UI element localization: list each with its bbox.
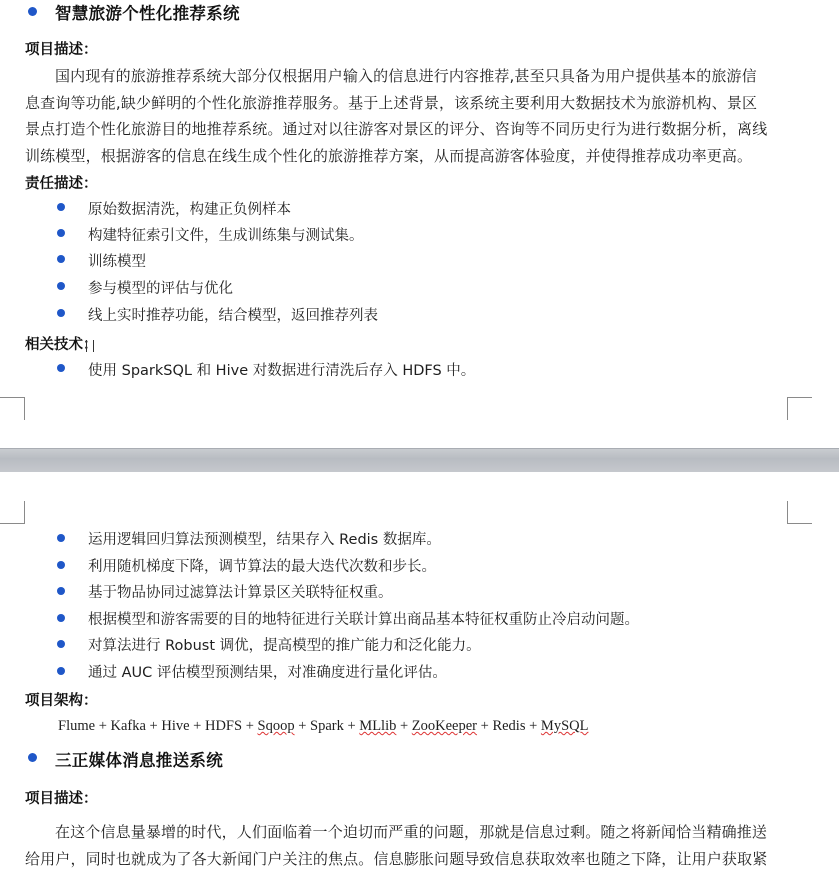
description-line-4[interactable]: 训练模型，根据游客的信息在线生成个性化的旅游推荐方案，从而提高游客体验度，并使得推荐成功率更高。 [25,147,753,165]
responsibility-item[interactable]: 构建特征索引文件，生成训练集与测试集。 [88,228,364,244]
bullet-icon [57,534,65,542]
related-tech-label[interactable]: 相关技术： [25,337,98,353]
responsibility-item[interactable]: 参与模型的评估与优化 [88,281,233,297]
bullet-icon [57,229,65,237]
tech-item[interactable]: 使用 SparkSQL 和 Hive 对数据进行清洗后存入 HDFS 中。 [88,363,476,379]
responsibility-item[interactable]: 线上实时推荐功能，结合模型，返回推荐列表 [88,308,378,324]
spellcheck-underlined-word[interactable]: MySQL [540,718,589,734]
page-margin-corner-bottom-left [0,397,25,420]
description-line-1[interactable]: 国内现有的旅游推荐系统大部分仅根据用户输入的信息进行内容推荐,甚至只具备为用户提供基本的旅游信 [55,67,757,85]
bullet-icon [57,255,65,263]
responsibility-label[interactable]: 责任描述： [25,176,98,192]
bullet-icon [57,614,65,622]
project-description-label[interactable]: 项目描述： [25,42,98,58]
tech-item[interactable]: 根据模型和游客需要的目的地特征进行关联计算出商品基本特征权重防止冷启动问题。 [88,612,639,628]
project-description-label[interactable]: 项目描述： [25,791,98,807]
responsibility-item[interactable]: 原始数据清洗，构建正负例样本 [88,202,291,218]
responsibility-item[interactable]: 训练模型 [88,254,146,270]
text-cursor-icon [86,340,94,352]
bullet-icon [57,309,65,317]
document-page-2 [0,472,839,877]
spellcheck-underlined-word[interactable]: Sqoop [257,718,295,734]
spellcheck-underlined-word[interactable]: ZooKeeper [411,718,478,734]
architecture-stack[interactable]: Flume + Kafka + Hive + HDFS + Sqoop + Spark + MLlib + ZooKeeper + Redis + MySQL [58,718,589,734]
bullet-icon [28,753,37,762]
spellcheck-underlined-word[interactable]: MLlib [359,718,397,734]
project-2-title[interactable]: 三正媒体消息推送系统 [55,751,223,770]
bullet-icon [57,587,65,595]
bullet-icon [57,282,65,290]
page-margin-corner-bottom-right [787,397,812,420]
description-line-3[interactable]: 景点打造个性化旅游目的地推荐系统。通过对以往游客对景区的评分、咨询等不同历史行为进行数据分析，离线 [25,120,768,138]
bullet-icon [57,667,65,675]
tech-item[interactable]: 对算法进行 Robust 调优，提高模型的推广能力和泛化能力。 [88,638,481,654]
tech-item[interactable]: 运用逻辑回归算法预测模型，结果存入 Redis 数据库。 [88,532,441,548]
page-margin-corner-top-right [787,501,812,524]
tech-item[interactable]: 基于物品协同过滤算法计算景区关联特征权重。 [88,585,393,601]
bullet-icon [57,364,65,372]
bullet-icon [57,561,65,569]
page-margin-corner-top-left [0,501,25,524]
bullet-icon [57,203,65,211]
tech-item[interactable]: 利用随机梯度下降，调节算法的最大迭代次数和步长。 [88,559,436,575]
bullet-icon [28,7,37,16]
architecture-label[interactable]: 项目架构： [25,693,98,709]
project-1-title[interactable]: 智慧旅游个性化推荐系统 [55,4,240,23]
tech-item[interactable]: 通过 AUC 评估模型预测结果，对准确度进行量化评估。 [88,665,447,681]
description-line-2[interactable]: 息查询等功能,缺少鲜明的个性化旅游推荐服务。基于上述背景，该系统主要利用大数据技术为旅游机构、景区 [25,94,758,112]
bullet-icon [57,640,65,648]
description-line-2[interactable]: 给用户，同时也就成为了各大新闻门户关注的焦点。信息膨胀问题导致信息获取效率也随之下降，让用户获取紧 [25,850,768,868]
page-separator [0,448,839,474]
description-line-1[interactable]: 在这个信息量暴增的时代，人们面临着一个迫切而严重的问题，那就是信息过剩。随之将新闻恰当精确推送 [55,823,768,841]
